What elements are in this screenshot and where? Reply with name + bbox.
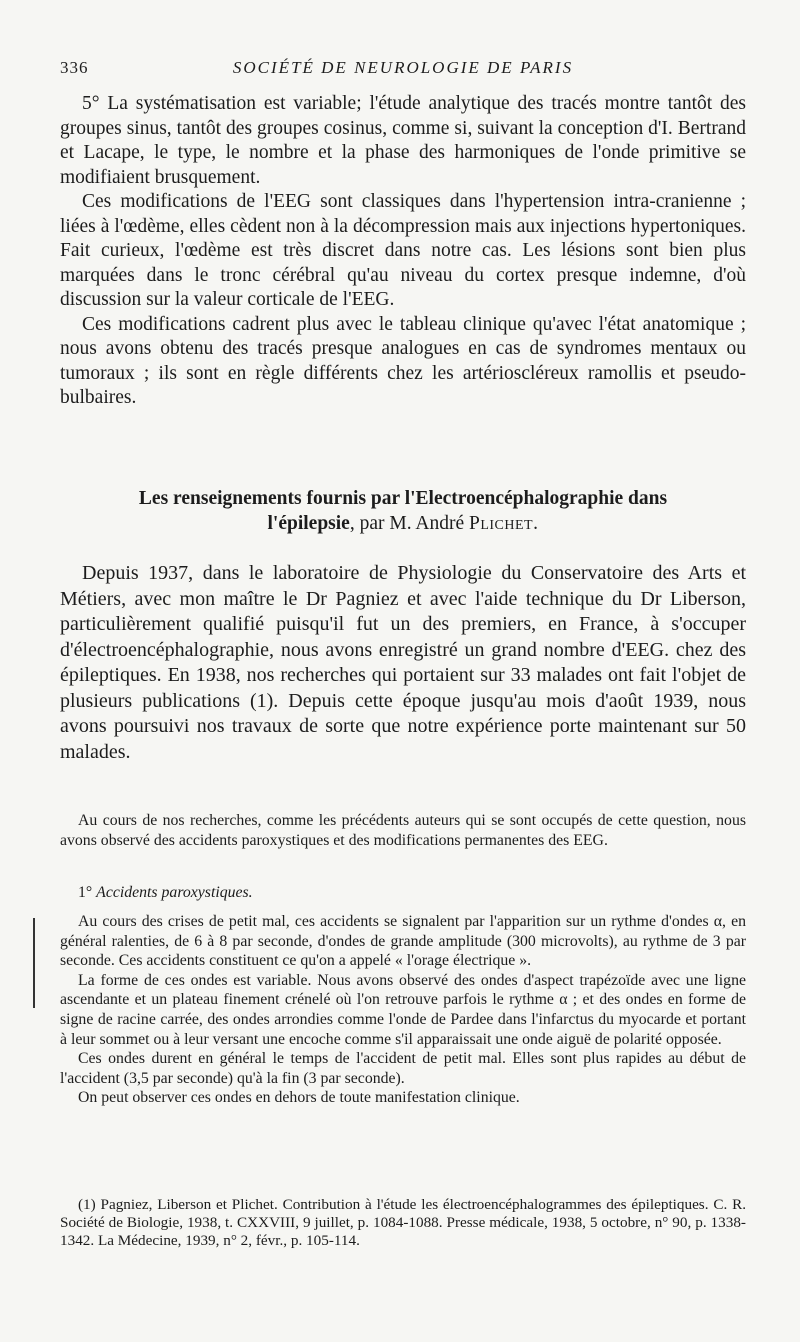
title-line-1: Les renseignements fournis par l'Electroencéphalographie dans [138,488,668,509]
paragraph: Depuis 1937, dans le laboratoire de Physiologie du Conservatoire des Arts et Métiers, avec mon maître le Dr Pagniez et avec l'aide technique du Dr Liberson, particulièrement qualifié puisqu'il fut un des premiers, en France, à s'occuper d'électroencéphalographie, nous avons enregistré un grand nombre d'EEG. chez des épileptiques. En 1938, nos recherches qui portaient sur 33 malades ont fait l'objet de plusieurs publications (1). Depuis cette époque jusqu'au mois d'août 1939, nous avons poursuivi nos travaux de sorte que notre expérience porte maintenant sur 50 malades. [60,562,746,763]
paragraph: Au cours de nos recherches, comme les précédents auteurs qui se sont occupés de cette question, nous avons observé des accidents paroxystiques et des modifications permanentes des EEG. [60,812,746,849]
page-number: 336 [60,58,89,77]
page-header [60,58,746,80]
running-head: SOCIÉTÉ DE NEUROLOGIE DE PARIS [232,58,574,77]
section-1 [60,92,746,411]
paragraph: Ces ondes durent en général le temps de l'accident de petit mal. Elles sont plus rapides au début de l'accident (3,5 par seconde) qu'à la fin (3 par seconde). [60,1050,746,1087]
subheading [78,884,253,902]
paragraph: On peut observer ces ondes en dehors de toute manifestation clinique. [78,1089,520,1107]
title-by: , par M. André [349,513,469,534]
subheading-text: Accidents paroxystiques. [96,884,253,901]
margin-rule [33,918,35,1008]
title-line-2: l'épilepsie [267,513,350,534]
paragraph: Ces modifications de l'EEG sont classiques dans l'hypertension intra-cranienne ; liées à l'œdème, elles cèdent non à la décompression mais aux injections hypertoniques. Fait curieux, l'œdème est très discret dans notre cas. Les lésions sont bien plus marquées dans le tronc cérébral qu'au niveau du cortex presque indemne, d'où discussion sur la valeur corticale de l'EEG. [60,191,746,310]
title-author: Plichet. [469,513,539,534]
footnote [60,1196,746,1249]
paragraph: Au cours des crises de petit mal, ces accidents se signalent par l'apparition sur un rythme d'ondes α, en général ralenties, de 6 à 8 par seconde, d'ondes de grande amplitude (300 microvolts), au rythme de 3 par seconde. Ces accidents constituent ce qu'on a appelé « l'orage électrique ». [60,913,746,970]
footnote-text: (1) Pagniez, Liberson et Plichet. Contribution à l'étude les électroencéphalogrammes des épileptiques. C. R. Société de Biologie, 1938, t. CXXVIII, 9 juillet, p. 1084-1088. Presse médicale, 1938, 5 octobre, n° 90, p. 1338-1342. La Médecine, 1939, n° 2, févr., p. 105-114. [60,1196,746,1249]
subheading-number: 1° [78,884,97,901]
section-3 [60,811,746,850]
paragraph: 5° La systématisation est variable; l'étude analytique des tracés montre tantôt des groupes sinus, tantôt des groupes cosinus, comme si, suivant la conception d'I. Bertrand et Lacape, le type, le nombre et la phase des harmoniques de l'onde primitive se modifiaient brusquement. [60,93,746,188]
paragraph: Ces modifications cadrent plus avec le tableau clinique qu'avec l'état anatomique ; nous avons obtenu des tracés presque analogues en cas de syndromes mentaux ou tumoraux ; ils sont en règle différents chez les artérioscléreux ramollis et pseudo-bulbaires. [60,313,746,408]
section-2 [60,561,746,765]
article-title [60,486,746,536]
paragraph: La forme de ces ondes est variable. Nous avons observé des ondes d'aspect trapézoïde avec une ligne ascendante et un plateau finement crénelé où l'on retrouve parfois le rythme α ; et des ondes en forme de signe de racine carrée, des ondes arrondies comme l'onde de Pardee dans l'infarctus du myocarde et portant à leur sommet ou à leur versant une encoche comme s'il apparaissait une onde aiguë de polarité opposée. [60,971,746,1048]
section-4 [60,912,746,1108]
